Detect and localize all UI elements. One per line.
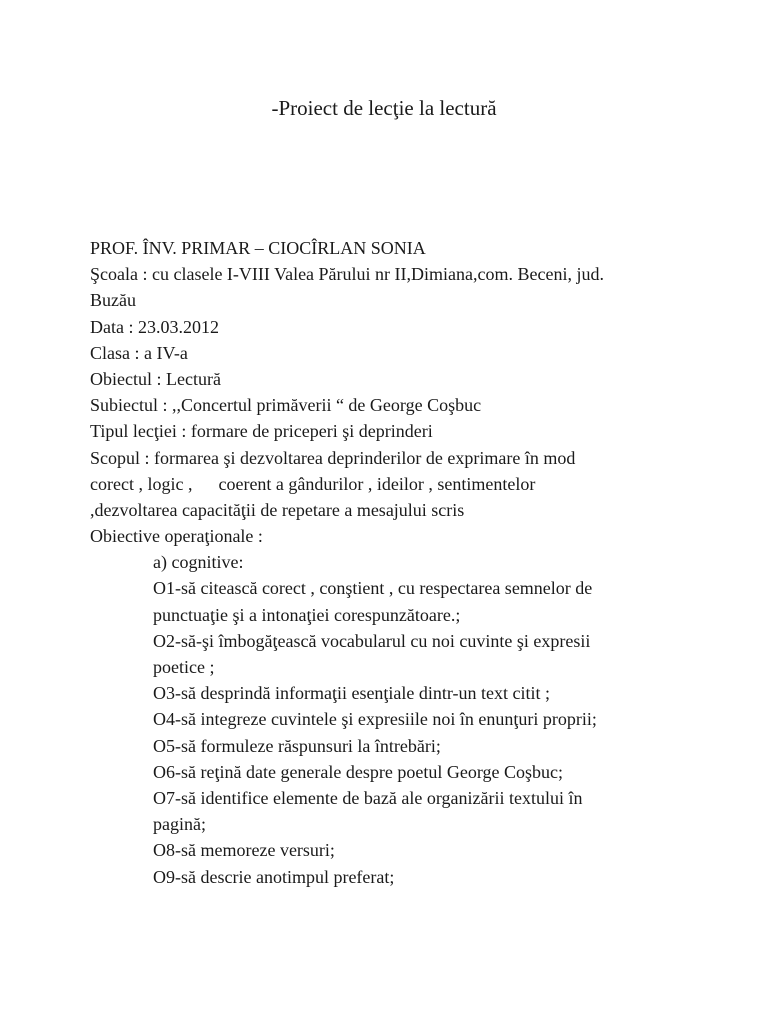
subject-area-line: Obiectul : Lectură (90, 368, 221, 389)
objective-o9: O9-să descrie anotimpul preferat; (153, 866, 395, 887)
document-title: -Proiect de lecţie la lectură (271, 96, 497, 120)
lesson-subject-line: Subiectul : ,,Concertul primăverii “ de George Coşbuc (90, 395, 482, 416)
objective-o6: O6-să reţină date generale despre poetul George Coşbuc; (153, 761, 564, 782)
date-line: Data : 23.03.2012 (90, 316, 219, 337)
objectives-heading: Obiective operaţionale : (90, 526, 263, 547)
objective-o7: O7-să identifice elemente de bază ale organizării textului în (153, 787, 583, 808)
scope-line-continued-part-b: coerent a gândurilor , ideilor , sentimentelor (218, 473, 536, 494)
school-line-continued: Buzău (90, 290, 136, 311)
objective-o2: O2-să-şi îmbogăţească vocabularul cu noi cuvinte şi expresii (153, 630, 591, 651)
scope-line-continued-part-a: corect , logic , (90, 473, 193, 494)
scope-line-end: ,dezvoltarea capacităţii de repetare a mesajului scris (90, 499, 465, 520)
objective-o1-continued: punctuaţie şi a intonaţiei corespunzătoare.; (153, 604, 461, 625)
class-line: Clasa : a IV-a (90, 342, 188, 363)
school-line: Şcoala : cu clasele I-VIII Valea Părului nr II,Dimiana,com. Beceni, jud. (90, 264, 604, 285)
objective-o8: O8-să memoreze versuri; (153, 840, 335, 861)
objective-o2-continued: poetice ; (153, 657, 215, 677)
objective-o3: O3-să desprindă informaţii esenţiale dintr-un text citit ; (153, 683, 551, 704)
scope-line-continued (90, 471, 690, 497)
lesson-type-line: Tipul lecţiei : formare de priceperi şi deprinderi (90, 421, 433, 442)
objective-o5: O5-să formuleze răspunsuri la întrebări; (153, 735, 441, 756)
teacher-line: PROF. ÎNV. PRIMAR – CIOCÎRLAN SONIA (90, 238, 426, 258)
document-body (90, 235, 690, 890)
scope-line: Scopul : formarea şi dezvoltarea deprinderilor de exprimare în mod (90, 447, 576, 468)
objective-o7-continued: pagină; (153, 814, 206, 835)
objective-o1: O1-să citească corect , conştient , cu respectarea semnelor de (153, 578, 593, 599)
objective-o4: O4-să integreze cuvintele şi expresiile noi în enunţuri proprii; (153, 709, 597, 730)
objectives-category-cognitive: a) cognitive: (153, 552, 244, 573)
